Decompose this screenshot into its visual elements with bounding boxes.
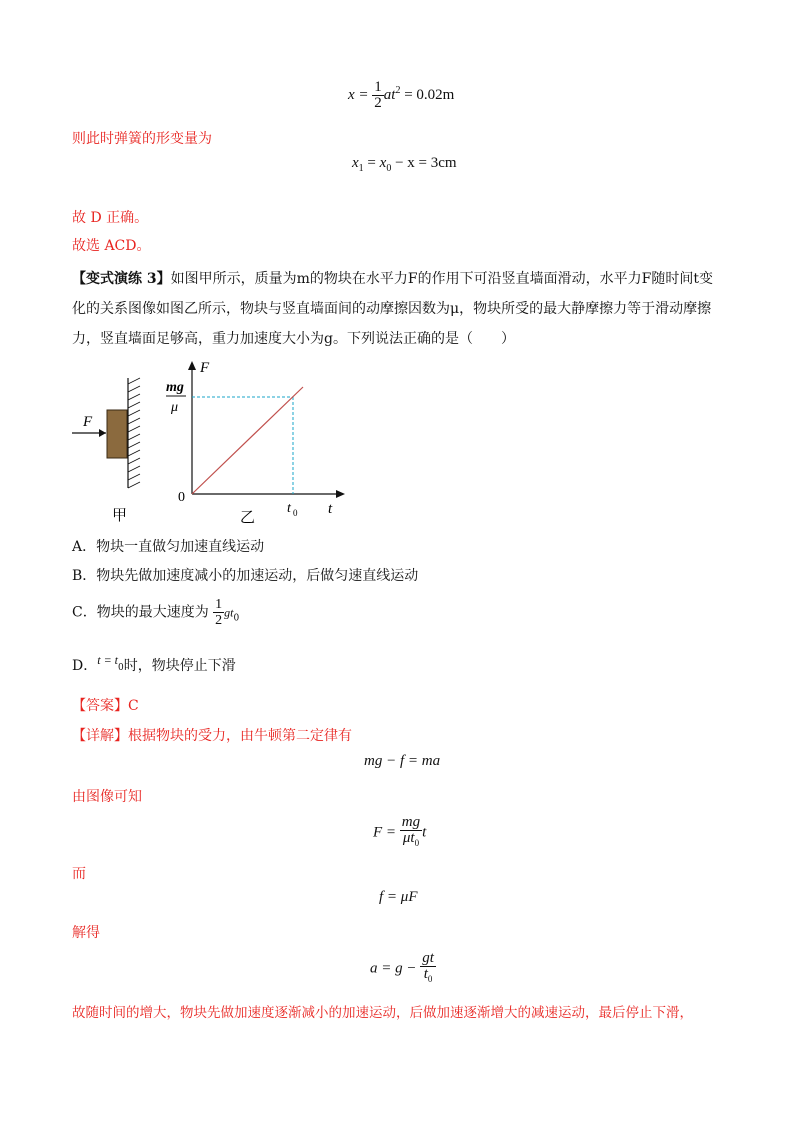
- eq1-at: at: [383, 86, 396, 103]
- option-b: B．物块先做加速度减小的加速运动，后做匀速直线运动: [72, 568, 419, 584]
- eq1-value: = 0.02m: [400, 86, 455, 103]
- text-solve: 解得: [72, 925, 100, 941]
- caption-left: 甲: [112, 508, 128, 524]
- problem-label: 【变式演练 3】: [72, 271, 171, 287]
- equation-newton: mg − f = ma: [364, 753, 441, 769]
- x-axis-label: t: [328, 501, 333, 517]
- text-from-graph: 由图像可知: [72, 789, 142, 805]
- eq1-fraction: $\frac{1}{2}$: [374, 79, 382, 111]
- detail-text: 根据物块的受力，由牛顿第二定律有: [128, 728, 352, 744]
- text-d-correct: 故 D 正确。: [72, 210, 149, 226]
- problem-text: 如图甲所示，质量为m的物块在水平力F的作用下可沿竖直墙面滑动，水平力F随时间t变化的关系图像如图乙所示，物块与竖直墙面间的动摩擦因数为μ，物块所受的最大静摩擦力等于滑动摩擦力，竖直墙面足够高，重力加速度大小为g。下列说法正确的是（ ）: [72, 271, 713, 347]
- detail-label: 【详解】: [72, 728, 128, 744]
- eq6-fraction: $\frac{gt}{t_0}$: [422, 950, 434, 984]
- text-conclusion: 故随时间的增大，物块先做加速度逐渐减小的加速运动，后做加速逐渐增大的减速运动，最后停止下滑，: [72, 1005, 693, 1021]
- eq4-fraction: $\frac{mg}{\mu t_0}$: [401, 814, 421, 848]
- equation-friction: f = μF: [379, 889, 418, 905]
- text-deformation: 则此时弹簧的形变量为: [72, 131, 212, 147]
- figure-left-block-wall: [72, 378, 140, 524]
- detail: [72, 726, 352, 746]
- x-mark: t: [287, 501, 291, 516]
- eq1-lhs: x =: [348, 86, 369, 103]
- y-axis-label: F: [200, 360, 210, 376]
- option-a: A．物块一直做匀加速直线运动: [72, 539, 265, 555]
- force-arrow-label: F: [83, 414, 93, 430]
- problem-statement: [72, 264, 722, 354]
- text-choose: 故选 ACD。: [72, 238, 151, 254]
- text-and: 而: [72, 866, 86, 882]
- equation-acceleration: a = g − $\frac{gt}{t_0}$: [370, 951, 436, 987]
- equation-deformation: $x_1 = x_0 - x = 3cm$: [352, 155, 457, 174]
- figure-right-graph: [166, 360, 345, 526]
- origin-label: 0: [178, 490, 185, 505]
- wall-hatching: [128, 378, 140, 488]
- option-d: D．$t = t_0$时，物块停止下滑: [72, 653, 236, 674]
- y-mark-den: μ: [171, 400, 179, 415]
- answer: [72, 696, 139, 716]
- f-t-line: [192, 387, 303, 494]
- answer-label: 【答案】: [72, 698, 128, 714]
- answer-value: C: [128, 698, 139, 714]
- option-c: C．物块的最大速度为 $\frac{1}{2}$ $gt_0$: [72, 597, 240, 628]
- block: [107, 410, 127, 458]
- option-c-fraction: $\frac{1}{2}$: [215, 597, 223, 628]
- equation-force: F = $\frac{mg}{\mu t_0}$ t: [373, 815, 426, 851]
- equation-displacement: x = $\frac{1}{2}$ $at^2 = 0.02m$: [348, 79, 455, 111]
- caption-right: 乙: [240, 510, 256, 526]
- y-mark-num: mg: [166, 380, 184, 395]
- figure-force-graph: [72, 358, 362, 528]
- x-mark-sub: 0: [293, 508, 298, 518]
